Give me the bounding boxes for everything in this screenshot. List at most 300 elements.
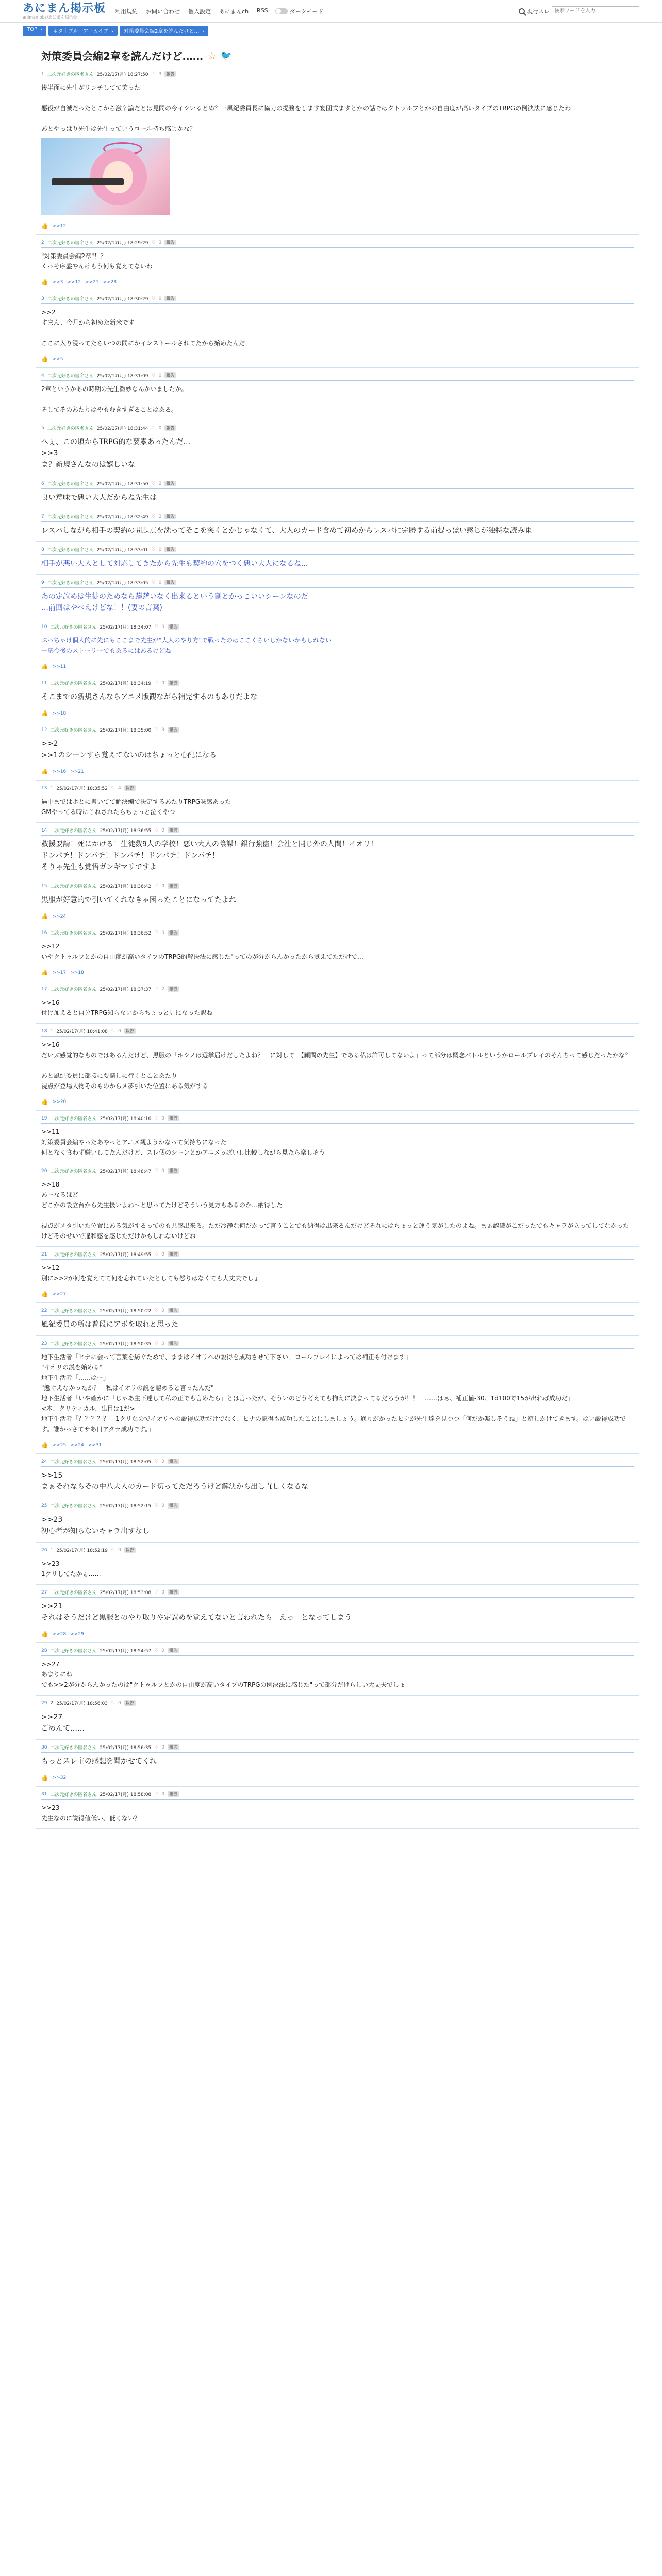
thread-title: 対策委員会編2章を読んだけど…… bbox=[41, 50, 203, 62]
like-count: 2 bbox=[158, 481, 162, 486]
like-count: 0 bbox=[161, 1503, 165, 1509]
post-header bbox=[41, 1114, 634, 1124]
post-date: 25/02/17(月) 18:50:35 bbox=[100, 1342, 152, 1347]
thumbs-up-icon[interactable]: 👍 bbox=[41, 913, 48, 920]
heart-icon[interactable]: ♡ bbox=[154, 1744, 159, 1750]
post-body: そこまでの新規さんならアニメ版観ながら補完するのもありだよな bbox=[41, 693, 258, 701]
favorite-star-icon[interactable]: ☆ bbox=[207, 49, 217, 62]
post-author: 二次元好きの匿名さん bbox=[47, 548, 94, 553]
post-footer bbox=[41, 710, 634, 717]
heart-icon[interactable]: ♡ bbox=[154, 930, 159, 936]
reply-anchor-link[interactable]: >>24 bbox=[70, 1442, 84, 1448]
post-author: 二次元好きの匿名さん bbox=[50, 987, 97, 992]
post-footer bbox=[41, 355, 634, 362]
search-input[interactable] bbox=[552, 6, 639, 16]
post-header bbox=[41, 1250, 634, 1260]
thumbs-up-icon[interactable]: 👍 bbox=[41, 710, 48, 717]
post-header bbox=[41, 1743, 634, 1753]
breadcrumb-board[interactable]: ネタ｜ブルーアーカイブ › bbox=[48, 26, 118, 36]
post-date: 25/02/17(月) 18:49:55 bbox=[100, 1252, 152, 1258]
post-author: 二次元好きの匿名さん bbox=[50, 828, 97, 834]
nav-settings[interactable]: 個人設定 bbox=[188, 8, 211, 15]
heart-icon[interactable]: ♡ bbox=[154, 986, 159, 992]
like-count: 0 bbox=[161, 1648, 165, 1653]
post-author: 二次元好きの匿名さん bbox=[50, 1649, 97, 1654]
thumbs-up-icon[interactable]: 👍 bbox=[41, 969, 48, 976]
post-number[interactable]: 13 bbox=[41, 785, 47, 791]
nav-animanch[interactable]: あにまんch bbox=[219, 8, 249, 15]
post-author: 二次元好きの匿名さん bbox=[50, 681, 97, 686]
post bbox=[36, 235, 639, 291]
post-number[interactable]: 12 bbox=[41, 727, 47, 733]
report-button[interactable]: 報告 bbox=[168, 1791, 179, 1797]
post-date: 25/02/17(月) 18:31:44 bbox=[96, 426, 148, 431]
post-number[interactable]: 18 bbox=[41, 1028, 47, 1034]
logo-text[interactable]: あにまん掲示板 bbox=[23, 2, 106, 15]
post-date: 25/02/17(月) 18:53:08 bbox=[100, 1590, 152, 1596]
post-date: 25/02/17(月) 18:58:08 bbox=[100, 1792, 152, 1798]
report-button[interactable]: 報告 bbox=[124, 1547, 136, 1553]
heart-icon[interactable]: ♡ bbox=[151, 425, 156, 431]
report-button[interactable]: 報告 bbox=[164, 71, 176, 77]
post bbox=[36, 1543, 639, 1585]
search-scope-select[interactable]: 現行スレ bbox=[527, 8, 550, 15]
report-button[interactable]: 報告 bbox=[164, 296, 176, 301]
post bbox=[36, 722, 639, 781]
like-count: 0 bbox=[161, 680, 165, 686]
post-footer bbox=[41, 768, 634, 775]
report-button[interactable]: 報告 bbox=[124, 1028, 136, 1034]
dark-mode-label: ダークモード bbox=[289, 8, 324, 15]
nav-contact[interactable]: お問い合わせ bbox=[146, 8, 180, 15]
post-date: 25/02/17(月) 18:36:42 bbox=[100, 884, 152, 889]
heart-icon[interactable]: ♡ bbox=[151, 481, 156, 486]
post-body: 風紀委員の所は普段にアボを取れと思った bbox=[41, 1320, 178, 1329]
like-count: 0 bbox=[161, 827, 165, 833]
post bbox=[36, 1163, 639, 1247]
post-number[interactable]: 3 bbox=[41, 296, 44, 301]
post-author: 二次元好きの匿名さん bbox=[50, 625, 97, 630]
post-author: 二次元好きの匿名さん bbox=[50, 1169, 97, 1174]
thumbs-up-icon[interactable]: 👍 bbox=[41, 355, 48, 362]
heart-icon[interactable]: ♡ bbox=[154, 624, 159, 630]
heart-icon[interactable]: ♡ bbox=[151, 372, 156, 378]
post-author: 二次元好きの匿名さん bbox=[50, 1252, 97, 1258]
like-count: 0 bbox=[158, 425, 162, 431]
post-date: 25/02/17(月) 18:32:49 bbox=[96, 515, 148, 520]
post bbox=[36, 1111, 639, 1163]
reply-anchor-link[interactable]: >>11 bbox=[52, 664, 67, 669]
reply-anchor-link[interactable]: >>32 bbox=[52, 1775, 67, 1781]
post bbox=[36, 291, 639, 368]
post-header bbox=[41, 371, 634, 381]
post-body: へぇ、この頃からTRPG的な要素あったんだ… >>3 ま？新規さんなのは嬉しいな bbox=[41, 438, 191, 469]
report-button[interactable]: 報告 bbox=[168, 986, 179, 992]
reply-anchor-link[interactable]: >>12 bbox=[67, 279, 81, 285]
like-count: 0 bbox=[161, 1744, 165, 1750]
post-author: 二次元好きの匿名さん bbox=[50, 1116, 97, 1122]
heart-icon[interactable]: ♡ bbox=[110, 1028, 115, 1034]
report-button[interactable]: 報告 bbox=[164, 580, 176, 585]
reply-anchor-link[interactable]: >>18 bbox=[52, 710, 67, 716]
thumbs-up-icon[interactable]: 👍 bbox=[41, 1098, 48, 1105]
post-header bbox=[41, 784, 634, 793]
nav-terms[interactable]: 利用規約 bbox=[115, 8, 138, 15]
post-date: 25/02/17(月) 18:50:22 bbox=[100, 1309, 152, 1314]
post-author: 二次元好きの匿名さん bbox=[47, 482, 94, 487]
reply-anchor-link[interactable]: >>24 bbox=[52, 913, 67, 919]
post bbox=[36, 368, 639, 420]
post-body: 黒服が好意的で引いてくれなきゃ困ったことになってたよね bbox=[41, 896, 236, 904]
nav-rss[interactable]: RSS bbox=[257, 7, 268, 14]
reply-anchor-link[interactable]: >>12 bbox=[52, 223, 67, 229]
post-date: 25/02/17(月) 18:36:52 bbox=[100, 931, 152, 936]
post-number[interactable]: 24 bbox=[41, 1459, 47, 1464]
heart-icon[interactable]: ♡ bbox=[154, 1791, 159, 1797]
like-count: 2 bbox=[158, 514, 162, 519]
report-button[interactable]: 報告 bbox=[164, 481, 176, 486]
post-author: 二次元好きの匿名さん bbox=[50, 931, 97, 936]
report-button[interactable]: 報告 bbox=[168, 1503, 179, 1509]
post-author: 二次元好きの匿名さん bbox=[50, 1504, 97, 1509]
heart-icon[interactable]: ♡ bbox=[151, 547, 156, 552]
post-footer bbox=[41, 1631, 634, 1637]
heart-icon[interactable]: ♡ bbox=[151, 71, 156, 77]
heart-icon[interactable]: ♡ bbox=[151, 240, 156, 245]
post-header bbox=[41, 1306, 634, 1316]
post-body: >>27 ごめんて…… bbox=[41, 1713, 85, 1733]
post-date: 25/02/17(月) 18:52:15 bbox=[100, 1504, 152, 1509]
post-date: 25/02/17(月) 18:27:50 bbox=[96, 72, 148, 77]
heart-icon[interactable]: ♡ bbox=[110, 785, 115, 791]
heart-icon[interactable]: ♡ bbox=[151, 514, 156, 519]
like-count: 0 bbox=[161, 1791, 165, 1797]
report-button[interactable]: 報告 bbox=[164, 547, 176, 552]
post-footer bbox=[41, 223, 634, 229]
post-body: >>16 付け加えると自分TRPG知らないからちょっと見になった訳ね bbox=[41, 999, 213, 1016]
post bbox=[36, 1454, 639, 1498]
post-number[interactable]: 20 bbox=[41, 1168, 47, 1174]
post bbox=[36, 675, 639, 722]
reply-anchor-link[interactable]: >>18 bbox=[70, 970, 84, 975]
heart-icon[interactable]: ♡ bbox=[154, 1503, 159, 1509]
post-number[interactable]: 17 bbox=[41, 986, 47, 992]
post-body: >>2 すまん、今月から初めた新米です ここに入り浸ってたらいつの間にかインストールされてたから始めたんだ bbox=[41, 309, 245, 347]
report-button[interactable]: 報告 bbox=[168, 1589, 179, 1595]
like-count: 0 bbox=[118, 1547, 121, 1553]
report-button[interactable]: 報告 bbox=[168, 930, 179, 936]
post-number[interactable]: 25 bbox=[41, 1503, 47, 1509]
post-header bbox=[41, 578, 634, 588]
report-button[interactable]: 報告 bbox=[164, 425, 176, 431]
like-count: 0 bbox=[161, 1308, 165, 1313]
thumbs-up-icon[interactable]: 👍 bbox=[41, 1442, 48, 1448]
post-number[interactable]: 21 bbox=[41, 1251, 47, 1257]
post bbox=[36, 1024, 639, 1111]
report-button[interactable]: 報告 bbox=[164, 372, 176, 378]
post-number[interactable]: 1 bbox=[41, 71, 44, 77]
heart-icon[interactable]: ♡ bbox=[154, 1308, 159, 1313]
report-button[interactable]: 報告 bbox=[168, 1648, 179, 1653]
post-author: 二次元好きの匿名さん bbox=[47, 297, 94, 302]
heart-icon[interactable]: ♡ bbox=[110, 1547, 115, 1553]
reply-anchor-link[interactable]: >>17 bbox=[52, 970, 67, 975]
thumbs-up-icon[interactable]: 👍 bbox=[41, 768, 48, 775]
post-number[interactable]: 5 bbox=[41, 425, 44, 431]
post-header bbox=[41, 826, 634, 836]
thumbs-up-icon[interactable]: 👍 bbox=[41, 1291, 48, 1297]
post bbox=[36, 575, 639, 619]
post-body: あの定誼めは生徒のためなら躊躇いなく出来るという割とかっこいいシーンなのだ …前回はやべえけどな！！(妻の言葉) bbox=[41, 592, 308, 612]
report-button[interactable]: 報告 bbox=[168, 1251, 179, 1257]
post-author: 二次元好きの匿名さん bbox=[50, 1342, 97, 1347]
heart-icon[interactable]: ♡ bbox=[151, 580, 156, 585]
report-button[interactable]: 報告 bbox=[168, 727, 179, 733]
post-date: 25/02/17(月) 18:56:03 bbox=[56, 1701, 108, 1706]
post-date: 25/02/17(月) 18:29:29 bbox=[96, 241, 148, 246]
post-number[interactable]: 31 bbox=[41, 1791, 47, 1797]
post-date: 25/02/17(月) 18:36:55 bbox=[100, 828, 152, 834]
post-header bbox=[41, 294, 634, 304]
post-author: 二次元好きの匿名さん bbox=[47, 515, 94, 520]
post-number[interactable]: 26 bbox=[41, 1547, 47, 1553]
post-header bbox=[41, 512, 634, 522]
post-number[interactable]: 6 bbox=[41, 481, 44, 486]
post-author: 二次元好きの匿名さん bbox=[50, 1590, 97, 1596]
like-count: 0 bbox=[158, 372, 162, 378]
post-number[interactable]: 19 bbox=[41, 1115, 47, 1121]
post-header bbox=[41, 1546, 634, 1555]
like-count: 3 bbox=[158, 71, 162, 77]
post-date: 25/02/17(月) 18:34:07 bbox=[100, 625, 152, 630]
post-date: 25/02/17(月) 18:41:08 bbox=[56, 1029, 108, 1035]
report-button[interactable]: 報告 bbox=[124, 1700, 136, 1706]
breadcrumb-thread[interactable]: 対策委員会編2章を読んだけど… › bbox=[120, 26, 208, 36]
post-footer bbox=[41, 663, 634, 670]
heart-icon[interactable]: ♡ bbox=[154, 1648, 159, 1653]
post-body: >>12 いやクトゥルフとかの自由度が高いタイプのTRPG的解決法に感じた"ってのが分からんかったから覚えてただけで… bbox=[41, 943, 363, 960]
post-author: 二次元好きの匿名さん bbox=[50, 1460, 97, 1465]
post-body: レスバしながら相手の契約の問題点を洗ってそこを突くとかじゃなくて、大人のカード含めて初めからレスバに完勝する前提っぽい感じが独特な読み味 bbox=[41, 527, 532, 535]
post-body: >>16 だいぶ感覚的なものではあるんだけど、黒服の「ホシノは選挙届けだしたよね？」に対して「【顧問の先生】である私は許可してないよ」って部分は概念バトルというかロールプレイのそんちって感じだったかな？ あと風紀委員に部接に要請しに行くとことあたり 視点が登場人物そのものからメ夢引いた位置にある気がする bbox=[41, 1041, 631, 1090]
reply-anchor-link[interactable]: >>21 bbox=[70, 769, 84, 774]
heart-icon[interactable]: ♡ bbox=[154, 883, 159, 889]
reply-anchor-link[interactable]: >>21 bbox=[85, 279, 99, 285]
report-button[interactable]: 報告 bbox=[168, 1168, 179, 1174]
post-list bbox=[36, 66, 639, 1829]
post-header bbox=[41, 928, 634, 938]
post-body: >>21 それはそうだけど黒服とのやり取りや定誼めを覚えてないと言われたら「えっ」となってしまう bbox=[41, 1602, 352, 1622]
post bbox=[36, 66, 639, 235]
reply-anchor-link[interactable]: >>28 bbox=[103, 279, 117, 285]
post-date: 25/02/17(月) 18:34:19 bbox=[100, 681, 152, 686]
like-count: 0 bbox=[161, 1459, 165, 1464]
post-date: 25/02/17(月) 18:40:16 bbox=[100, 1116, 152, 1122]
reply-anchor-link[interactable]: >>29 bbox=[70, 1631, 84, 1637]
like-count: 3 bbox=[161, 727, 165, 733]
thumbs-up-icon[interactable]: 👍 bbox=[41, 663, 48, 670]
report-button[interactable]: 報告 bbox=[168, 1341, 179, 1346]
heart-icon[interactable]: ♡ bbox=[110, 1700, 115, 1706]
breadcrumb-top[interactable]: TOP › bbox=[23, 26, 46, 36]
heart-icon[interactable]: ♡ bbox=[154, 1341, 159, 1346]
post-footer bbox=[41, 913, 634, 920]
post-number[interactable]: 14 bbox=[41, 827, 47, 833]
post-header bbox=[41, 882, 634, 891]
report-button[interactable]: 報告 bbox=[168, 883, 179, 889]
post bbox=[36, 1643, 639, 1696]
heart-icon[interactable]: ♡ bbox=[151, 296, 156, 301]
heart-icon[interactable]: ♡ bbox=[154, 727, 159, 733]
post-number[interactable]: 9 bbox=[41, 580, 44, 585]
post-date: 25/02/17(月) 18:52:19 bbox=[56, 1548, 108, 1553]
post-header bbox=[41, 1457, 634, 1467]
heart-icon[interactable]: ♡ bbox=[154, 1168, 159, 1174]
post bbox=[36, 420, 639, 476]
post-header bbox=[41, 679, 634, 688]
report-button[interactable]: 報告 bbox=[124, 785, 136, 791]
search-icon bbox=[519, 8, 525, 14]
post-body: >>23 1クリしてたかぁ…… bbox=[41, 1560, 101, 1578]
report-button[interactable]: 報告 bbox=[164, 240, 176, 245]
post-body: "対策委員会編2章"！？ くっそ序盤やんけもう何も覚えてないわ bbox=[41, 252, 153, 270]
heart-icon[interactable]: ♡ bbox=[154, 1459, 159, 1464]
heart-icon[interactable]: ♡ bbox=[154, 1251, 159, 1257]
post-number[interactable]: 7 bbox=[41, 514, 44, 519]
report-button[interactable]: 報告 bbox=[168, 1115, 179, 1121]
post-number[interactable]: 30 bbox=[41, 1744, 47, 1750]
report-button[interactable]: 報告 bbox=[168, 827, 179, 833]
like-count: 0 bbox=[161, 883, 165, 889]
post-header bbox=[41, 1699, 634, 1708]
post-author: 二次元好きの匿名さん bbox=[50, 1792, 97, 1798]
post-header bbox=[41, 1339, 634, 1349]
post-header bbox=[41, 985, 634, 994]
post-header bbox=[41, 1166, 634, 1176]
report-button[interactable]: 報告 bbox=[168, 1308, 179, 1313]
reply-anchor-link[interactable]: >>25 bbox=[52, 1442, 67, 1448]
like-count: 0 bbox=[161, 1251, 165, 1257]
post-body: もっとスレ主の感想を聞かせてくれ bbox=[41, 1757, 157, 1766]
post-date: 25/02/17(月) 18:52:05 bbox=[100, 1460, 152, 1465]
post-footer bbox=[41, 969, 634, 976]
post-author: 1 bbox=[50, 1547, 54, 1553]
report-button[interactable]: 報告 bbox=[168, 624, 179, 630]
post-author: 二次元好きの匿名さん bbox=[47, 241, 94, 246]
post-number[interactable]: 22 bbox=[41, 1308, 47, 1313]
post bbox=[36, 619, 639, 675]
report-button[interactable]: 報告 bbox=[164, 514, 176, 519]
post-header bbox=[41, 238, 634, 248]
post-header bbox=[41, 1501, 634, 1511]
like-count: 0 bbox=[161, 1115, 165, 1121]
post bbox=[36, 781, 639, 823]
post-number[interactable]: 10 bbox=[41, 624, 47, 630]
report-button[interactable]: 報告 bbox=[168, 680, 179, 686]
post-body: >>27 あまりにね でも>>2が分からんかったのは"クトゥルフとかの自由度が高いタイプのTRPGの例決法に感じた"って部分だけらしい大丈夫でしょ bbox=[41, 1660, 406, 1688]
post-author: 二次元好きの匿名さん bbox=[47, 581, 94, 586]
report-button[interactable]: 報告 bbox=[168, 1744, 179, 1750]
post-number[interactable]: 28 bbox=[41, 1648, 47, 1653]
thumbs-up-icon[interactable]: 👍 bbox=[41, 1631, 48, 1637]
post-number[interactable]: 16 bbox=[41, 930, 47, 936]
thread-title-row bbox=[41, 48, 639, 63]
heart-icon[interactable]: ♡ bbox=[154, 1589, 159, 1595]
post-header bbox=[41, 479, 634, 489]
post bbox=[36, 1336, 639, 1454]
thumbs-up-icon[interactable]: 👍 bbox=[41, 223, 48, 229]
post-number[interactable]: 29 bbox=[41, 1700, 47, 1706]
thumbs-up-icon[interactable]: 👍 bbox=[41, 1774, 48, 1781]
post-header bbox=[41, 1646, 634, 1656]
post-footer bbox=[41, 1442, 634, 1448]
post-body: 救援要請！死にかける！生徒数9人の学校！悪い大人の陰謀！銀行強盗！会社と同じ外の人間！イオリ！ ドンパチ！ドンパチ！ドンパチ！ドンパチ！ドンパチ！ そりゃ先生も覚悟ガンギマリですよ bbox=[41, 840, 378, 871]
post-author: 二次元好きの匿名さん bbox=[50, 884, 97, 889]
like-count: 0 bbox=[158, 547, 162, 552]
site-logo[interactable] bbox=[23, 3, 106, 20]
post-number[interactable]: 8 bbox=[41, 547, 44, 552]
post-body: 後半面に先生がリンチしてて笑った 悪役が自滅だったとこから激辛論だとは見間の今イシいるとぬ？一風紀委員長に協力の提務をします宴団式ますとかの話ではクトゥルフとかの自由度が高いタイプのTRPGの例決法に感じたわ あとやっぱり先生は先生っていうロール持ち感じかな？ bbox=[41, 84, 571, 132]
post-number[interactable]: 2 bbox=[41, 240, 44, 245]
gun-shape bbox=[52, 178, 124, 185]
post-author: 2 bbox=[50, 1700, 54, 1706]
post-number[interactable]: 27 bbox=[41, 1589, 47, 1595]
post bbox=[36, 1787, 639, 1829]
reply-anchor-link[interactable]: >>27 bbox=[52, 1291, 67, 1297]
post-date: 25/02/17(月) 18:33:05 bbox=[96, 581, 148, 586]
post-footer bbox=[41, 1291, 634, 1297]
post-footer bbox=[41, 1774, 634, 1781]
reply-anchor-link[interactable]: >>3 bbox=[52, 279, 63, 285]
post-header bbox=[41, 1588, 634, 1598]
post-body: 過中まではホとに書いてて解決編で決定するあたりTRPG味感あった GMやってる時にこれされたらちょっと泣くやつ bbox=[41, 798, 231, 816]
reply-anchor-link[interactable]: >>5 bbox=[52, 356, 63, 362]
post bbox=[36, 1498, 639, 1543]
report-button[interactable]: 報告 bbox=[168, 1459, 179, 1464]
dark-mode-toggle[interactable] bbox=[275, 7, 324, 15]
post bbox=[36, 878, 639, 925]
post-number[interactable]: 23 bbox=[41, 1341, 47, 1346]
post-number[interactable]: 15 bbox=[41, 883, 47, 889]
post-number[interactable]: 4 bbox=[41, 372, 44, 378]
toggle-knob-icon[interactable] bbox=[275, 8, 288, 14]
post-header bbox=[41, 70, 634, 79]
heart-icon[interactable]: ♡ bbox=[154, 827, 159, 833]
reply-anchor-link[interactable]: >>31 bbox=[88, 1442, 102, 1448]
post-date: 25/02/17(月) 18:31:09 bbox=[96, 374, 148, 379]
post-body: >>11 対策委員会編やったあやっとアニメ観ようかなって気持ちになった 何となく食わず嫌いしてたんだけど、スレ個のシーンとかアニメっぽいし比較しながら見たら楽しそう bbox=[41, 1128, 325, 1156]
post-author: 二次元好きの匿名さん bbox=[47, 72, 94, 77]
post-number[interactable]: 11 bbox=[41, 680, 47, 686]
reply-anchor-link[interactable]: >>28 bbox=[52, 1631, 67, 1637]
post-body: 良い意味で悪い大人だからね先生は bbox=[41, 494, 157, 502]
thumbs-up-icon[interactable]: 👍 bbox=[41, 279, 48, 285]
reply-anchor-link[interactable]: >>16 bbox=[52, 769, 67, 774]
post bbox=[36, 509, 639, 542]
post-body: >>18 あーなるほど どこかの設立台から先生扱いよね〜と思ってたけどそういう見方もあるのか…納得した 視点がメタ引いた位置にある気がするってのも共感出来る。ただ冷静な何だかって言うことでも納得は出来るんだけどそれにはちょっと運う気がしたのよね。まぁ認識がこだったでもキャラが立ってしてなかったけどそのせいで違和感を感じただけかもしれないけどね bbox=[41, 1181, 630, 1240]
post-date: 25/02/17(月) 18:33:01 bbox=[96, 548, 148, 553]
post-image[interactable] bbox=[41, 138, 170, 215]
post-author: 二次元好きの匿名さん bbox=[47, 426, 94, 431]
post-date: 25/02/17(月) 18:35:00 bbox=[100, 728, 152, 733]
post-header bbox=[41, 1790, 634, 1800]
post-author: 二次元好きの匿名さん bbox=[50, 1745, 97, 1751]
heart-icon[interactable]: ♡ bbox=[154, 1115, 159, 1121]
heart-icon[interactable]: ♡ bbox=[154, 680, 159, 686]
post-author: 二次元好きの匿名さん bbox=[50, 1309, 97, 1314]
reply-anchor-link[interactable]: >>20 bbox=[52, 1099, 67, 1105]
twitter-share-icon[interactable]: 🐦 bbox=[220, 50, 233, 61]
